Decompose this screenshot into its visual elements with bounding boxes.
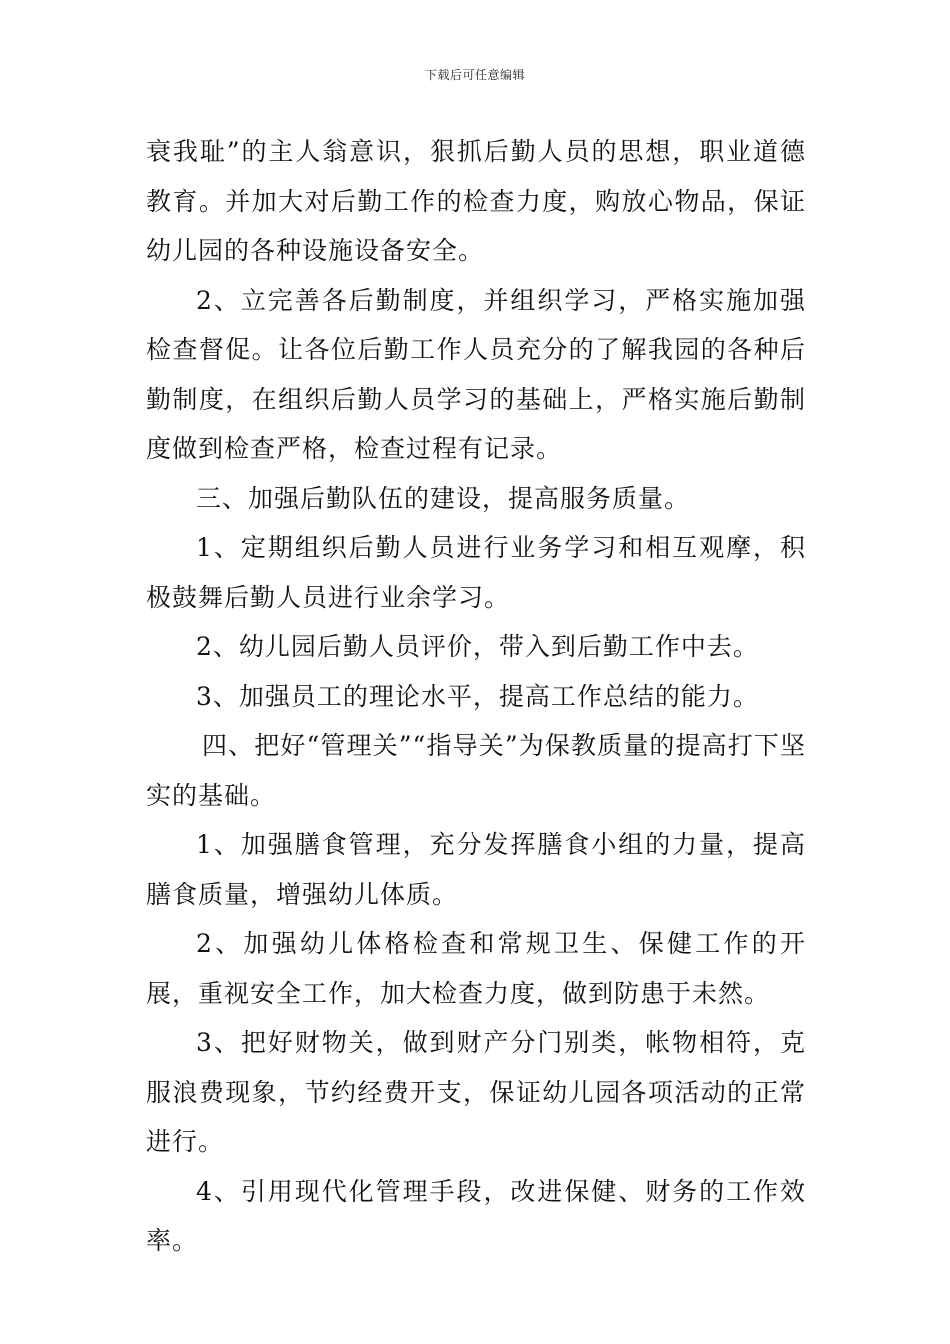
paragraph-item-3-theory: 3、加强员工的理论水平，提高工作总结的能力。: [196, 681, 759, 711]
page-header-note: 下载后可任意编辑: [424, 68, 525, 82]
paragraph-item-2-evaluation: 2、幼儿园后勤人员评价，带入到后勤工作中去。: [196, 632, 759, 661]
section-heading-4: 四、把好“管理关”“指导关”为保教质量的提高打下坚实的基础。: [146, 731, 806, 810]
paragraph-item-1-training: 1、定期组织后勤人员进行业务学习和相互观摩，积极鼓舞后勤人员进行业余学习。: [146, 533, 806, 612]
paragraph-item-2-health: 2、加强幼儿体格检查和常规卫生、保健工作的开展，重视安全工作，加大检查力度，做到防患于未然。: [146, 929, 806, 1008]
document-body: [146, 127, 806, 1266]
section-heading-3: 三、加强后勤队伍的建设，提高服务质量。: [196, 483, 691, 513]
paragraph-continuation: 衰我耻”的主人翁意识，狠抓后勤人员的思想，职业道德教育。并加大对后勤工作的检查力度，购放心物品，保证幼儿园的各种设施设备安全。: [146, 137, 806, 265]
paragraph-item-3-finance: 3、把好财物关，做到财产分门别类，帐物相符，克服浪费现象，节约经费开支，保证幼儿园各项活动的正常进行。: [146, 1028, 806, 1156]
paragraph-item-2-regulations: 2、立完善各后勤制度，并组织学习，严格实施加强检查督促。让各位后勤工作人员充分的了解我园的各种后勤制度，在组织后勤人员学习的基础上，严格实施后勤制度做到检查严格，检查过程有记录。: [146, 285, 806, 463]
paragraph-item-1-diet: 1、加强膳食管理，充分发挥膳食小组的力量，提高膳食质量，增强幼儿体质。: [146, 830, 806, 909]
paragraph-item-4-modernization: 4、引用现代化管理手段，改进保健、财务的工作效率。: [146, 1176, 806, 1255]
